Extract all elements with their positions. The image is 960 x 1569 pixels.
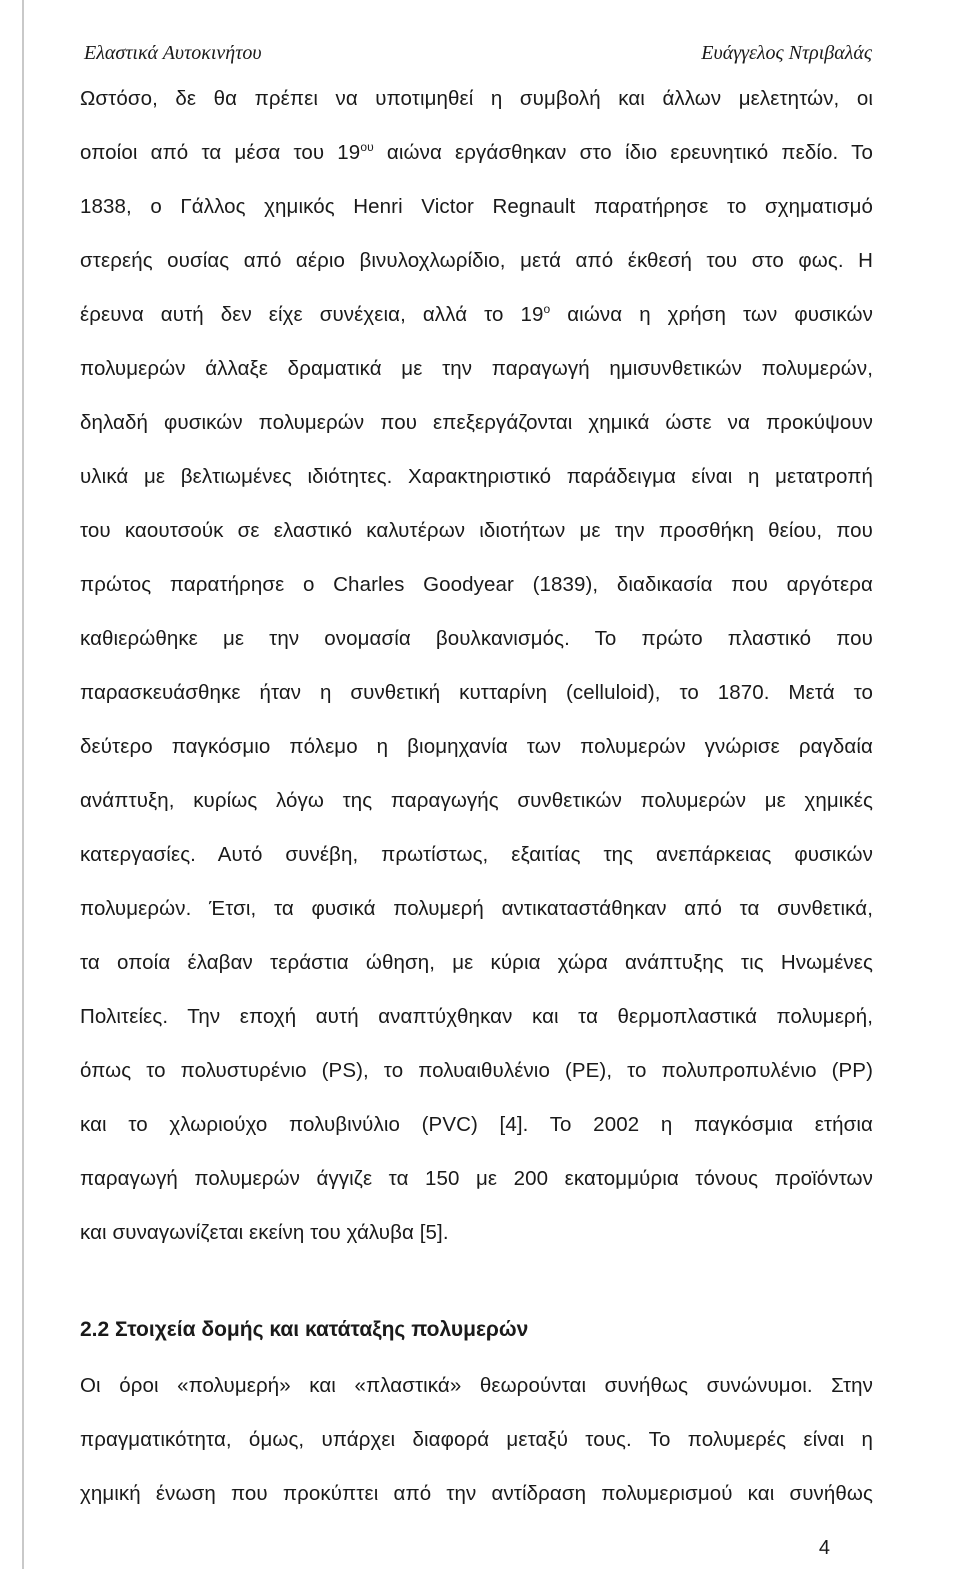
body-paragraph-2: [80, 1374, 873, 1536]
superscript: ου: [360, 140, 374, 155]
text-line: παρασκευάσθηκε ήταν η συνθετική κυτταρίνη (celluloid), το 1870. Μετά το: [80, 681, 873, 704]
text-line: ανάπτυξη, κυρίως λόγω της παραγωγής συνθετικών πολυμερών με χημικές: [80, 789, 873, 812]
text-line: τα οποία έλαβαν τεράστια ώθηση, με κύρια χώρα ανάπτυξης τις Ηνωμένες: [80, 951, 873, 974]
superscript: ο: [543, 302, 551, 317]
body-paragraph-1: [80, 87, 873, 1275]
text-line: Οι όροι «πολυμερή» και «πλαστικά» θεωρούνται συνήθως συνώνυμοι. Στην: [80, 1374, 873, 1397]
page-edge: [22, 0, 24, 1569]
text-line: οποίοι από τα μέσα του $19^{o\upsilon}$ αιώνα εργάσθηκαν στο ίδιο ερευνητικό πεδίο. Το: [80, 140, 873, 164]
text-line: παραγωγή πολυμερών άγγιζε τα 150 με 200 εκατομμύρια τόνους προϊόντων: [80, 1167, 873, 1190]
text-line: πραγματικότητα, όμως, υπάρχει διαφορά μεταξύ τους. Το πολυμερές είναι η: [80, 1428, 873, 1451]
text-line: πρώτος παρατήρησε ο Charles Goodyear (1839), διαδικασία που αργότερα: [80, 573, 873, 596]
text-line: χημική ένωση που προκύπτει από την αντίδραση πολυμερισμού και συνήθως: [80, 1482, 873, 1505]
page-number: 4: [818, 1537, 830, 1559]
header-title: Ελαστικά Αυτοκινήτου: [84, 42, 262, 64]
text-line: Πολιτείες. Την εποχή αυτή αναπτύχθηκαν και τα θερμοπλαστικά πολυμερή,: [80, 1005, 873, 1028]
text-line: 1838, ο Γάλλος χημικός Henri Victor Regnault παρατήρησε το σχηματισμό: [80, 195, 873, 218]
running-header: [84, 42, 872, 72]
text-line: δηλαδή φυσικών πολυμερών που επεξεργάζονται χημικά ώστε να προκύψουν: [80, 411, 873, 434]
text-line: και συναγωνίζεται εκείνη του χάλυβα [5].: [80, 1221, 449, 1244]
text-line: έρευνα αυτή δεν είχε συνέχεια, αλλά το $19^o$ αιώνα η χρήση των φυσικών: [80, 302, 873, 326]
header-author: Ευάγγελος Ντριβαλάς: [701, 42, 872, 64]
text-line: πολυμερών. Έτσι, τα φυσικά πολυμερή αντικαταστάθηκαν από τα συνθετικά,: [80, 897, 873, 920]
text-line: Ωστόσο, δε θα πρέπει να υποτιμηθεί η συμβολή και άλλων μελετητών, οι: [80, 87, 873, 110]
section-heading: 2.2 Στοιχεία δομής και κατάταξης πολυμερών: [80, 1318, 529, 1341]
text-line: υλικά με βελτιωμένες ιδιότητες. Χαρακτηριστικό παράδειγμα είναι η μετατροπή: [80, 465, 873, 488]
text-line: δεύτερο παγκόσμιο πόλεμο η βιομηχανία των πολυμερών γνώρισε ραγδαία: [80, 735, 873, 758]
text-line: και το χλωριούχο πολυβινύλιο (PVC) [4]. Το 2002 η παγκόσμια ετήσια: [80, 1113, 873, 1136]
text-line: του καουτσούκ σε ελαστικό καλυτέρων ιδιοτήτων με την προσθήκη θείου, που: [80, 519, 873, 542]
text-line: όπως το πολυστυρένιο (PS), το πολυαιθυλένιο (PE), το πολυπροπυλένιο (PP): [80, 1059, 873, 1082]
text-line: στερεής ουσίας από αέριο βινυλοχλωρίδιο, μετά από έκθεσή του στο φως. Η: [80, 249, 873, 272]
text-line: καθιερώθηκε με την ονομασία βουλκανισμός. Το πρώτο πλαστικό που: [80, 627, 873, 650]
text-line: κατεργασίες. Αυτό συνέβη, πρωτίστως, εξαιτίας της ανεπάρκειας φυσικών: [80, 843, 873, 866]
text-line: πολυμερών άλλαξε δραματικά με την παραγωγή ημισυνθετικών πολυμερών,: [80, 357, 873, 380]
